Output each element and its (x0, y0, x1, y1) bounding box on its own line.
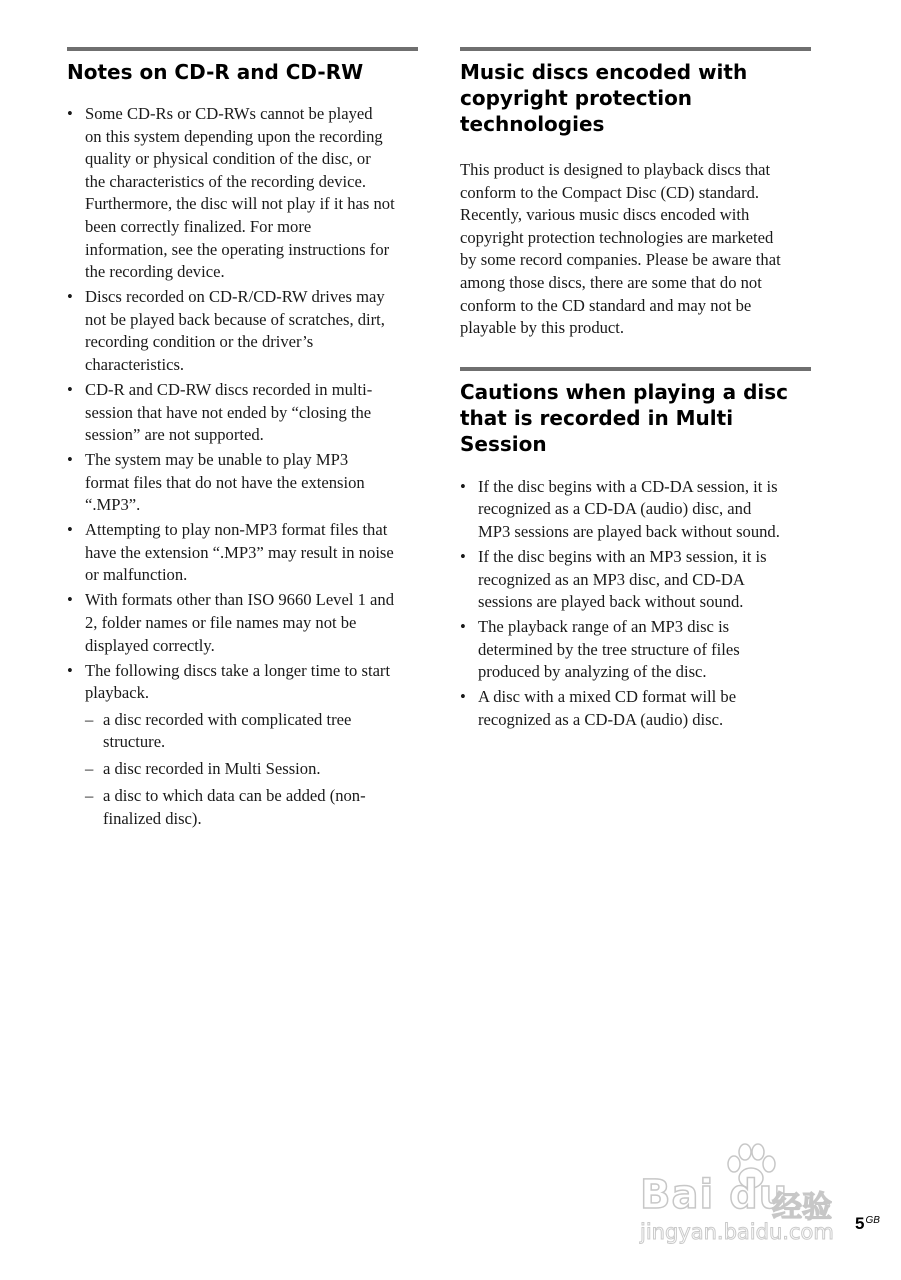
text-line: sessions are played back without sound. (478, 592, 744, 612)
heading-line: that is recorded in Multi (460, 405, 734, 430)
section-rule (67, 47, 418, 51)
text-line: copyright protection technologies are marketed (460, 227, 774, 247)
text-line: information, see the operating instructions for (85, 239, 390, 259)
dash-item (85, 785, 418, 830)
text-line: Attempting to play non-MP3 format files that (85, 520, 388, 540)
text-line: recognized as a CD-DA (audio) disc. (478, 709, 724, 729)
text-line: or malfunction. (85, 565, 188, 585)
bullet-item (67, 449, 418, 517)
text-line: The following discs take a longer time to start (85, 660, 391, 680)
text-line: produced by analyzing of the disc. (478, 662, 707, 682)
page-number (855, 1214, 880, 1234)
section-spacer (460, 340, 811, 367)
bullet-mark: • (67, 520, 73, 540)
text-line: The system may be unable to play MP3 (85, 450, 349, 470)
copyright-paragraph (460, 159, 811, 340)
bullet-mark: • (67, 660, 73, 680)
text-line: among those discs, there are some that do not (460, 272, 762, 292)
bullet-mark: • (67, 287, 73, 307)
text-line: structure. (103, 732, 166, 752)
text-line: determined by the tree structure of files (478, 639, 740, 659)
dash-mark: – (85, 759, 94, 779)
right-column (460, 47, 811, 734)
text-line: 2, folder names or file names may not be (85, 613, 357, 633)
text-line: a disc to which data can be added (non- (103, 786, 366, 806)
watermark-logo-text: Bai du (640, 1172, 789, 1218)
text-line: finalized disc). (103, 808, 202, 828)
text-line: conform to the CD standard and may not be (460, 295, 752, 315)
text-line: the recording device. (85, 262, 225, 282)
text-line: on this system depending upon the recording (85, 126, 383, 146)
text-line: If the disc begins with a CD-DA session, it is (478, 476, 778, 496)
bullet-item (67, 660, 418, 831)
text-line: “.MP3”. (85, 495, 141, 515)
heading-line: copyright protection (460, 86, 693, 110)
bullet-mark: • (460, 476, 466, 496)
heading-copyright-protection (460, 59, 811, 137)
text-line: Furthermore, the disc will not play if it has not (85, 194, 395, 214)
text-line: conform to the Compact Disc (CD) standard. (460, 182, 760, 202)
notes-bullet-list (67, 103, 418, 831)
heading-multi-session-cautions (460, 379, 811, 457)
text-line: This product is designed to playback discs that (460, 160, 771, 179)
bullet-item (460, 546, 811, 614)
bullet-item (460, 686, 811, 731)
text-line: recording condition or the driver’s (85, 332, 314, 352)
heading-line: Notes on CD-R and CD-RW (67, 60, 364, 84)
dash-item (85, 758, 418, 781)
text-line: a disc recorded with complicated tree (103, 709, 352, 729)
text-line: A disc with a mixed CD format will be (478, 687, 737, 707)
text-line: quality or physical condition of the disc, or (85, 149, 371, 169)
text-line: Discs recorded on CD-R/CD-RW drives may (85, 287, 385, 307)
text-line: have the extension “.MP3” may result in noise (85, 542, 394, 562)
text-line: recognized as a CD-DA (audio) disc, and (478, 499, 752, 519)
text-line: characteristics. (85, 354, 185, 374)
text-line: CD-R and CD-RW discs recorded in multi- (85, 379, 373, 399)
page-number-value: 5 (855, 1214, 865, 1233)
bullet-item (460, 476, 811, 544)
bullet-mark: • (460, 687, 466, 707)
watermark-chinese-text: 经验 (772, 1190, 832, 1225)
watermark-url: jingyan.baidu.com (640, 1220, 834, 1244)
text-line: session” are not supported. (85, 425, 264, 445)
text-line: recognized as an MP3 disc, and CD-DA (478, 569, 745, 589)
bullet-item (460, 616, 811, 684)
text-line: playable by this product. (460, 318, 625, 338)
heading-line: Session (460, 431, 547, 456)
bullet-item (67, 286, 418, 376)
bullet-item (67, 519, 418, 587)
text-line: playback. (85, 683, 150, 703)
heading-line: Cautions when playing a disc (460, 379, 789, 404)
bullet-item (67, 103, 418, 284)
bullet-mark: • (67, 104, 73, 123)
section-rule (460, 367, 811, 371)
bullet-mark: • (460, 546, 466, 566)
text-line: Some CD-Rs or CD-RWs cannot be played (85, 104, 373, 123)
heading-line: Music discs encoded with (460, 60, 748, 84)
page-number-suffix: GB (865, 1215, 880, 1226)
text-line: With formats other than ISO 9660 Level 1 and (85, 590, 395, 610)
multi-session-bullet-list (460, 476, 811, 732)
left-column (67, 47, 418, 835)
text-line: by some record companies. Please be aware that (460, 250, 781, 270)
text-line: not be played back because of scratches, dirt, (85, 309, 385, 329)
text-line: MP3 sessions are played back without sound. (478, 521, 780, 541)
text-line: been correctly finalized. For more (85, 216, 312, 236)
heading-notes-cdr-cdrw (67, 59, 418, 85)
bullet-item (67, 589, 418, 657)
section-rule (460, 47, 811, 51)
text-line: format files that do not have the extension (85, 472, 365, 492)
heading-line: technologies (460, 112, 605, 136)
bullet-mark: • (460, 617, 466, 637)
baidu-jingyan-watermark (640, 1138, 850, 1248)
text-line: The playback range of an MP3 disc is (478, 617, 730, 637)
dash-mark: – (85, 786, 94, 806)
text-line: Recently, various music discs encoded with (460, 205, 750, 225)
text-line: displayed correctly. (85, 635, 215, 655)
bullet-mark: • (67, 379, 73, 399)
bullet-mark: • (67, 590, 73, 610)
text-line: If the disc begins with an MP3 session, it is (478, 546, 767, 566)
dash-mark: – (85, 709, 94, 729)
bullet-item (67, 379, 418, 447)
slow-start-disc-list (85, 709, 418, 831)
text-line: the characteristics of the recording device. (85, 171, 367, 191)
bullet-mark: • (67, 450, 73, 470)
dash-item (85, 709, 418, 754)
text-line: a disc recorded in Multi Session. (103, 759, 321, 779)
text-line: session that have not ended by “closing the (85, 402, 372, 422)
